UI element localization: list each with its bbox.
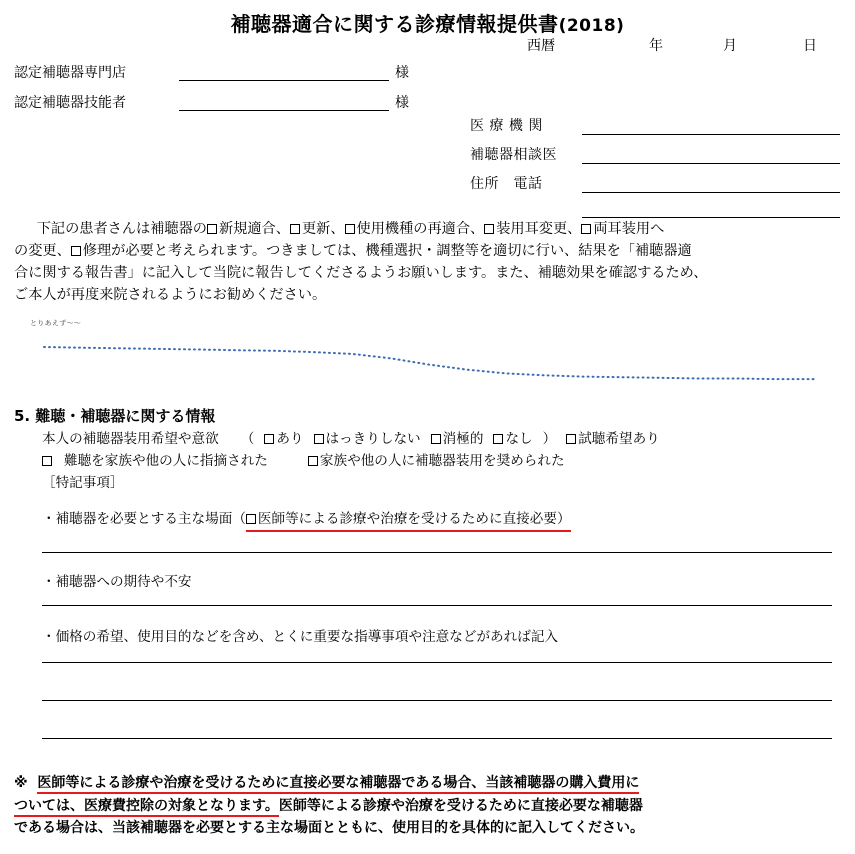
expectation-write-line-1[interactable] [42,605,832,606]
intro-line-2 [14,240,840,262]
motivation-label: 本人の補聴器装用希望や意欲 [42,431,219,447]
intro-opt-renewal: 更新、 [301,221,345,237]
dealer-row-technician [14,92,444,112]
intro-lead: 下記の患者さんは補聴器の [36,221,207,237]
scene-medical-necessity-text: 医師等による診療や治療を受けるために直接必要 [257,511,557,527]
checkbox-medical-necessity[interactable] [246,514,256,524]
date-era-label: 西暦 [527,38,555,54]
title-text: 補聴器適合に関する診療情報提供書 [230,12,559,36]
institution-extra-input[interactable] [582,202,840,218]
date-month-label: 月 [723,38,737,54]
footnote-marker: ※ [14,775,28,791]
intro-line-1 [14,218,840,240]
recommended-label: 家族や他の人に補聴器装用を奨められた [319,453,565,470]
institution-row-facility [470,115,840,135]
checkbox-motivation-yes[interactable] [264,434,274,444]
checkbox-refit[interactable] [345,224,355,234]
date-year-label: 年 [649,38,663,54]
institution-advisor-input[interactable] [582,148,840,164]
intro-opt-repair: 修理が必要と考えられます。つきましては、機種選択・調整等を適切に行い、結果を「補聴器適 [82,243,692,259]
scene-paren-close: ） [556,511,571,527]
scene-bullet-label: ・補聴器を必要とする主な場面 [42,511,233,527]
motivation-opt-trial: 試聴希望あり [578,431,660,447]
guidance-write-line-2[interactable] [42,700,832,701]
footnote-line-2 [14,795,842,818]
checkbox-motivation-none[interactable] [493,434,503,444]
chart-note: とりあえず〜〜 [30,319,82,327]
institution-facility-label: 医 療 機 関 [470,118,543,134]
checkbox-renewal[interactable] [290,224,300,234]
footnote [14,772,842,840]
scene-medical-necessity[interactable] [246,507,571,532]
institution-address-label: 住所 電話 [470,176,543,192]
dealer-row-shop [14,62,444,82]
footnote-red-part1: 医師等による診療や治療を受けるために直接必要な補聴器である場合、当該補聴器の購入費用に [37,775,639,794]
intro-line-4: ご本人が再度来院されるようにお勧めください。 [14,287,327,303]
intro-paragraph [14,218,840,306]
section5-heading [14,405,215,426]
checkbox-ear-change[interactable] [484,224,494,234]
scene-write-line-1[interactable] [42,552,832,553]
checkbox-new-fitting[interactable] [207,224,217,234]
dealer-shop-honorific: 様 [395,65,409,81]
scene-paren-open: （ [232,511,246,527]
checkbox-motivation-unclear[interactable] [314,434,324,444]
intro-opt-binaural: 両耳装用へ [593,221,665,237]
checkbox-trial-request[interactable] [566,434,576,444]
institution-row-extra [470,202,840,218]
checkbox-motivation-passive[interactable] [431,434,441,444]
footnote-part2-rest: 医師等による診療や治療を受けるために直接必要な補聴器 [278,797,643,814]
motivation-opt-passive: 消極的 [442,431,484,447]
remarks-label: ［特記事項］ [42,475,124,492]
institution-address-input[interactable] [582,177,840,193]
footnote-line-3: である場合は、当該補聴器を必要とする主な場面とともに、使用目的を具体的に記入してください。 [14,820,644,837]
intro-line-3: 合に関する報告書」に記入して当院に報告してくださるようお願いします。また、補聴効果を確認するため、 [14,265,708,281]
section5-row-motivation [42,428,842,450]
dealer-technician-label: 認定補聴器技能者 [14,95,126,111]
guidance-write-line-3[interactable] [42,738,832,739]
dealer-block [14,62,444,122]
audiogram-chart [14,318,840,394]
date-row [527,35,837,55]
motivation-opt-none: なし [505,431,533,447]
section5-body [42,428,842,494]
footnote-line-1 [14,772,842,795]
page-title [0,0,855,37]
section5-title-text: 難聴・補聴器に関する情報 [35,407,216,425]
chart-curve [14,318,840,394]
checkbox-binaural[interactable] [581,224,591,234]
pointed-out-label: 難聴を家族や他の人に指摘された [64,453,268,470]
institution-advisor-label: 補聴器相談医 [470,147,557,163]
section5-number: 5. [14,407,31,425]
motivation-paren-open: （ [240,431,255,447]
motivation-opt-unclear: はっきりしない [325,431,421,447]
institution-facility-input[interactable] [582,119,840,135]
institution-row-advisor [470,144,840,164]
motivation-paren-close: ） [542,431,557,447]
institution-row-address [470,173,840,193]
institution-block [470,115,840,227]
guidance-bullet-label: ・価格の希望、使用目的などを含め、とくに重要な指導事項や注意などがあれば記入 [42,629,559,645]
scene-row [42,507,842,532]
intro-line2-lead: の変更、 [14,243,71,259]
intro-opt-new: 新規適合、 [218,221,290,237]
intro-opt-refit: 使用機種の再適合、 [356,221,485,237]
date-day-label: 日 [803,38,817,54]
checkbox-repair[interactable] [71,246,81,256]
section5-row-remarks-label [42,472,842,494]
expectation-bullet-label: ・補聴器への期待や不安 [42,574,192,590]
title-year: (2018) [558,16,625,36]
intro-opt-ear-change: 装用耳変更、 [496,221,582,237]
section5-row-pointed-out [42,450,842,472]
dealer-technician-input[interactable] [179,95,389,111]
guidance-write-line-1[interactable] [42,662,832,663]
dealer-shop-label: 認定補聴器専門店 [14,65,126,81]
dealer-technician-honorific: 様 [395,95,409,111]
checkbox-pointed-out[interactable] [42,456,52,466]
checkbox-recommended[interactable] [308,456,318,466]
motivation-opt-yes: あり [276,431,304,447]
footnote-red-part2: ついては、医療費控除の対象となります。 [14,798,279,817]
dealer-shop-input[interactable] [179,65,389,81]
